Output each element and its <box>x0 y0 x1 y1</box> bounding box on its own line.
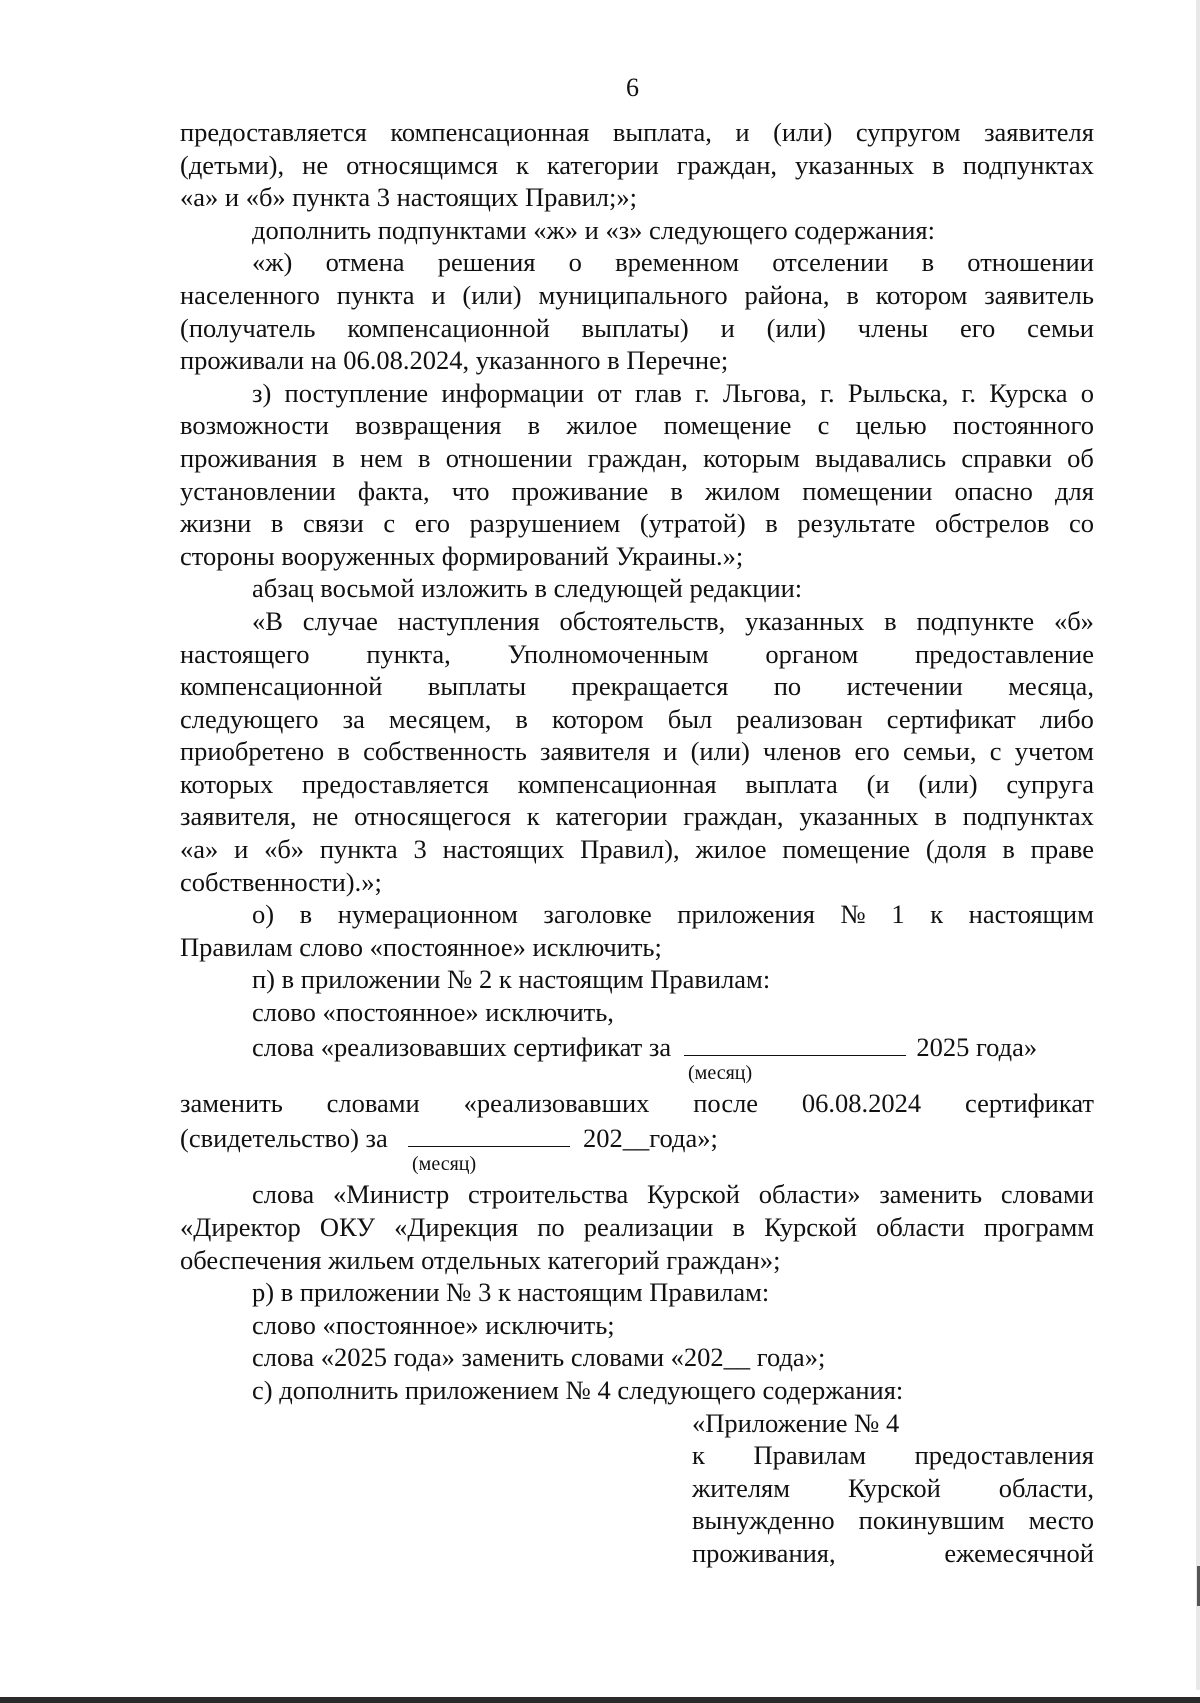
word: и <box>663 736 678 767</box>
word: в <box>846 279 859 310</box>
paragraph-words-replace-line <box>180 1029 1094 1064</box>
word: проживания, <box>692 1537 836 1568</box>
word: члены <box>857 312 929 343</box>
text-line: проживали на 06.08.2024, указанного в Перечне; <box>180 345 729 376</box>
word: об <box>1067 442 1094 473</box>
month-caption: (месяц) <box>412 1153 477 1176</box>
word: Льгова, <box>722 377 807 408</box>
word: программ <box>983 1212 1094 1242</box>
word: супруга <box>1006 768 1094 799</box>
word: сертификат <box>886 703 1016 734</box>
paragraph-new-edition <box>180 605 1094 898</box>
word: в <box>417 442 431 473</box>
word: по <box>773 671 802 702</box>
word: семьи <box>1027 312 1094 343</box>
word: «б» <box>264 834 305 865</box>
word: связи <box>303 508 364 539</box>
text-line <box>180 703 1094 736</box>
text-line <box>180 735 1094 768</box>
text-line: «а» и «б» пункта 3 настоящих Правил;»; <box>180 182 637 213</box>
text-line <box>180 1178 1094 1211</box>
paragraph-word-excluded: слово «постоянное» исключить, <box>252 997 614 1028</box>
page-number: 6 <box>626 73 639 102</box>
word: случае <box>302 605 378 636</box>
word: от <box>597 377 622 408</box>
word: следующего <box>180 703 319 734</box>
text-line <box>692 1472 1094 1505</box>
month-caption: (месяц) <box>688 1062 753 1085</box>
word: в <box>932 149 945 180</box>
word: котором <box>875 279 968 310</box>
text-fragment: 2025 года» <box>916 1031 1038 1062</box>
word: граждан, <box>587 442 688 473</box>
word: категории <box>555 801 668 832</box>
word: с <box>383 508 396 539</box>
word: настоящим <box>968 899 1094 930</box>
word: (или) <box>690 736 750 767</box>
word: возможности <box>180 410 329 441</box>
word: з) <box>252 377 272 408</box>
text-line: обеспечения жильем отдельных категорий граждан»; <box>180 1244 781 1275</box>
word: жителям <box>692 1472 791 1503</box>
word: «В <box>252 605 283 636</box>
word: по <box>537 1212 565 1242</box>
text-line <box>180 312 1094 345</box>
word: к <box>930 899 944 930</box>
word: заменить <box>879 1179 983 1210</box>
word: которым <box>703 442 800 473</box>
text-line <box>180 768 1094 801</box>
word: заявителя <box>984 117 1094 147</box>
text-line <box>180 409 1094 442</box>
word: помещении <box>802 475 933 506</box>
paragraph-year-replace: слова «2025 года» заменить словами «202__ года»; <box>252 1342 826 1373</box>
text-line <box>180 246 1094 279</box>
word: «Дирекция <box>394 1212 519 1242</box>
word: населенного <box>180 279 320 310</box>
text-line: Правилам слово «постоянное» исключить; <box>180 931 662 962</box>
word: 06.08.2024 <box>801 1088 922 1119</box>
word: настоящих <box>442 834 565 865</box>
word: помещение <box>663 410 792 441</box>
word: Курской <box>847 1472 941 1503</box>
word: не <box>312 801 339 832</box>
word: что <box>451 475 490 506</box>
word: учетом <box>1014 736 1094 767</box>
text-fragment: 202__года»; <box>583 1122 718 1153</box>
word: был <box>667 703 713 734</box>
word: его <box>854 736 890 767</box>
word: информации <box>441 377 584 408</box>
word: Курска <box>989 377 1068 408</box>
word: место <box>1028 1505 1094 1536</box>
word: Уполномоченным <box>507 638 709 669</box>
text-line: собственности).»; <box>180 866 382 897</box>
word: жилое <box>695 834 767 865</box>
word: пункта, <box>366 638 451 669</box>
word: выплаты <box>427 671 527 702</box>
word: о <box>568 247 582 278</box>
word: его <box>414 508 450 539</box>
word: возвращения <box>355 410 502 441</box>
word: ежемесячной <box>944 1537 1094 1568</box>
word: Курской <box>764 1212 857 1242</box>
paragraph-subitem-s: с) дополнить приложением № 4 следующего содержания: <box>252 1374 904 1405</box>
paragraph-subitem-o <box>180 898 1094 963</box>
word: нем <box>360 442 403 473</box>
word: реализован <box>736 703 863 734</box>
text-line <box>180 638 1094 671</box>
word: месяцем, <box>388 703 492 734</box>
word: которых <box>180 768 274 799</box>
word: временном <box>615 247 740 278</box>
word: «Директор <box>180 1212 301 1242</box>
word: обстоятельств, <box>559 605 726 636</box>
word: в <box>884 605 897 636</box>
word: наступления <box>397 605 540 636</box>
word: настоящего <box>180 638 310 669</box>
word: компенсационная <box>517 768 717 799</box>
word: в <box>765 508 778 539</box>
word: жизни <box>180 508 252 539</box>
caption-row <box>180 1154 1094 1178</box>
word: компенсационной <box>347 312 550 343</box>
word: либо <box>1039 703 1094 734</box>
word: поступление <box>284 377 429 408</box>
word: Рыльска, <box>847 377 949 408</box>
word: заявителя, <box>180 801 297 832</box>
word: приложения <box>677 899 815 930</box>
word: за <box>342 703 365 734</box>
paragraph-add-subitems: дополнить подпунктами «ж» и «з» следующего содержания: <box>252 214 935 245</box>
text-line <box>180 116 1094 149</box>
word: заявитель <box>984 279 1094 310</box>
word: (или) <box>918 768 978 799</box>
paragraph-continuation <box>180 116 1094 214</box>
word: опасно <box>954 475 1033 506</box>
word: в <box>921 247 935 278</box>
word: (или) <box>766 312 826 343</box>
word: района, <box>744 279 830 310</box>
word: и <box>234 834 249 865</box>
word: строительства <box>467 1179 629 1210</box>
word: пункта <box>336 279 415 310</box>
word: Курской <box>647 1179 740 1210</box>
word: вынужденно <box>692 1505 835 1536</box>
text-line <box>692 1439 1094 1472</box>
word: обстрелов <box>934 508 1050 539</box>
appendix-line: «Приложение № 4 <box>692 1407 900 1438</box>
paragraph-eighth-abzats: абзац восьмой изложить в следующей редакции: <box>252 573 803 604</box>
word: отношении <box>967 247 1094 278</box>
text-line <box>692 1504 1094 1537</box>
word: выплаты) <box>581 312 689 343</box>
document-body <box>180 116 1094 1570</box>
word: установлении <box>180 475 336 506</box>
word: жилом <box>704 475 781 506</box>
word: жилое <box>566 410 638 441</box>
text-line <box>180 377 1094 410</box>
paragraph-subitem-p: п) в приложении № 2 к настоящим Правилам: <box>252 964 771 995</box>
text-line <box>180 670 1094 703</box>
word: помещение <box>782 834 911 865</box>
word: не <box>302 149 329 180</box>
paragraph-word-excluded: слово «постоянное» исключить; <box>252 1309 615 1340</box>
scan-edge-shadow <box>1196 0 1200 1690</box>
appendix-heading <box>692 1407 1094 1570</box>
word: слова <box>252 1179 315 1210</box>
word: котором <box>551 703 644 734</box>
text-line <box>180 898 1094 931</box>
word: подпункте <box>916 605 1035 636</box>
word: «б» <box>1053 605 1094 636</box>
word: компенсационная <box>390 117 590 147</box>
word: в <box>1002 834 1015 865</box>
paragraph-subitem-r: р) в приложении № 3 к настоящим Правилам: <box>252 1277 770 1308</box>
word: органом <box>765 638 859 669</box>
paragraph-director-replace <box>180 1178 1094 1276</box>
word: заголовке <box>543 899 652 930</box>
word: предоставляется <box>180 117 367 147</box>
word: отселении <box>772 247 889 278</box>
word: Правил), <box>580 834 680 865</box>
word: Правилам <box>753 1440 867 1471</box>
word: г. <box>820 377 835 408</box>
word: в <box>527 410 541 441</box>
text-line: стороны вооруженных формирований Украины.»; <box>180 540 744 571</box>
word: (детьми), <box>180 149 285 180</box>
word: и <box>720 312 735 343</box>
word: указанных <box>795 149 915 180</box>
paragraph-subitem-zh <box>180 246 1094 376</box>
word: отношении <box>445 442 573 473</box>
month-blank-field <box>684 1029 906 1056</box>
word: (доля <box>925 834 987 865</box>
word: в <box>934 801 947 832</box>
caption-row <box>180 1063 1094 1087</box>
word: (утратой) <box>639 508 746 539</box>
word: его <box>959 312 996 343</box>
word: реализации <box>583 1212 714 1242</box>
word: и <box>735 117 750 147</box>
word: сертификат <box>964 1088 1094 1119</box>
word: для <box>1055 475 1094 506</box>
word: с <box>817 410 830 441</box>
word: г. <box>695 377 710 408</box>
word: граждан, <box>676 149 778 180</box>
word: истечении <box>846 671 963 702</box>
text-line <box>180 475 1094 508</box>
word: граждан, <box>683 801 784 832</box>
text-line <box>180 1087 1094 1120</box>
word: относящимся <box>346 149 498 180</box>
word: (получатель <box>180 312 316 343</box>
word: целью <box>855 410 927 441</box>
word: в <box>299 899 313 930</box>
word: «ж) <box>252 247 293 278</box>
word: супругом <box>855 117 961 147</box>
text-line <box>180 442 1094 475</box>
word: области» <box>758 1179 861 1210</box>
word: факта, <box>357 475 430 506</box>
word: к <box>515 149 529 180</box>
word: к <box>692 1440 705 1471</box>
word: с <box>989 736 1002 767</box>
word: ОКУ <box>319 1212 375 1242</box>
word: заявителя <box>540 736 650 767</box>
word: и <box>431 279 446 310</box>
scan-bottom-edge <box>0 1697 1200 1703</box>
word: выдавались <box>815 442 947 473</box>
text-line <box>180 507 1094 540</box>
word: решения <box>437 247 536 278</box>
word: указанных <box>745 605 865 636</box>
word: указанных <box>799 801 919 832</box>
word: заменить <box>180 1088 283 1119</box>
word: глав <box>634 377 682 408</box>
word: относящегося <box>354 801 511 832</box>
word: членов <box>763 736 842 767</box>
word: прекращается <box>571 671 729 702</box>
word: области <box>876 1212 965 1242</box>
word: в <box>270 508 284 539</box>
word: в <box>332 442 345 473</box>
word: словами <box>1000 1179 1094 1210</box>
paragraph-subitem-z <box>180 377 1094 573</box>
word: выплата <box>745 768 838 799</box>
word: покинувшим <box>858 1505 1005 1536</box>
text-line <box>180 800 1094 833</box>
word: «а» <box>180 834 219 865</box>
word: «реализовавших <box>463 1088 650 1119</box>
word: муниципального <box>538 279 728 310</box>
word: отмена <box>325 247 405 278</box>
text-fragment: (свидетельство) за <box>180 1122 388 1153</box>
word: области, <box>998 1472 1094 1503</box>
month-blank-field <box>408 1120 570 1147</box>
paragraph-certificate-line <box>180 1120 1094 1155</box>
word: подпунктах <box>962 801 1094 832</box>
word: предоставления <box>914 1440 1094 1471</box>
word: к <box>526 801 540 832</box>
word: предоставляется <box>301 768 489 799</box>
word: нумерационном <box>337 899 518 930</box>
word: в <box>337 736 350 767</box>
word: проживания <box>180 442 317 473</box>
text-line <box>692 1537 1094 1570</box>
word: справки <box>961 442 1052 473</box>
word: компенсационной <box>180 671 383 702</box>
word: 3 <box>413 834 427 865</box>
word: о) <box>252 899 275 930</box>
word: со <box>1068 508 1094 539</box>
text-line <box>180 833 1094 866</box>
word: предоставление <box>915 638 1094 669</box>
word: в <box>515 703 528 734</box>
word: выплата, <box>612 117 712 147</box>
word: подпунктах <box>962 149 1094 180</box>
word: (и <box>866 768 890 799</box>
word: после <box>693 1088 759 1119</box>
word: словами <box>326 1088 420 1119</box>
word: г. <box>961 377 977 408</box>
word: (или) <box>773 117 833 147</box>
word: в <box>670 475 683 506</box>
word: о <box>1080 377 1094 408</box>
word: в <box>732 1212 745 1242</box>
word: приобретено <box>180 736 325 767</box>
word: № <box>840 899 866 930</box>
text-line <box>180 149 1094 182</box>
word: категории <box>546 149 659 180</box>
word: праве <box>1030 834 1094 865</box>
text-line <box>180 605 1094 638</box>
text-fragment: слова «реализовавших сертификат за <box>252 1031 672 1062</box>
word: семьи, <box>903 736 977 767</box>
word: (или) <box>462 279 522 310</box>
text-line <box>180 279 1094 312</box>
word: месяца, <box>1008 671 1094 702</box>
word: проживание <box>511 475 649 506</box>
word: разрушением <box>469 508 621 539</box>
word: 1 <box>891 899 905 930</box>
word: постоянного <box>952 410 1094 441</box>
word: «Министр <box>332 1179 450 1210</box>
word: собственность <box>363 736 527 767</box>
word: пункта <box>319 834 398 865</box>
text-line <box>180 1211 1094 1244</box>
word: результате <box>797 508 916 539</box>
